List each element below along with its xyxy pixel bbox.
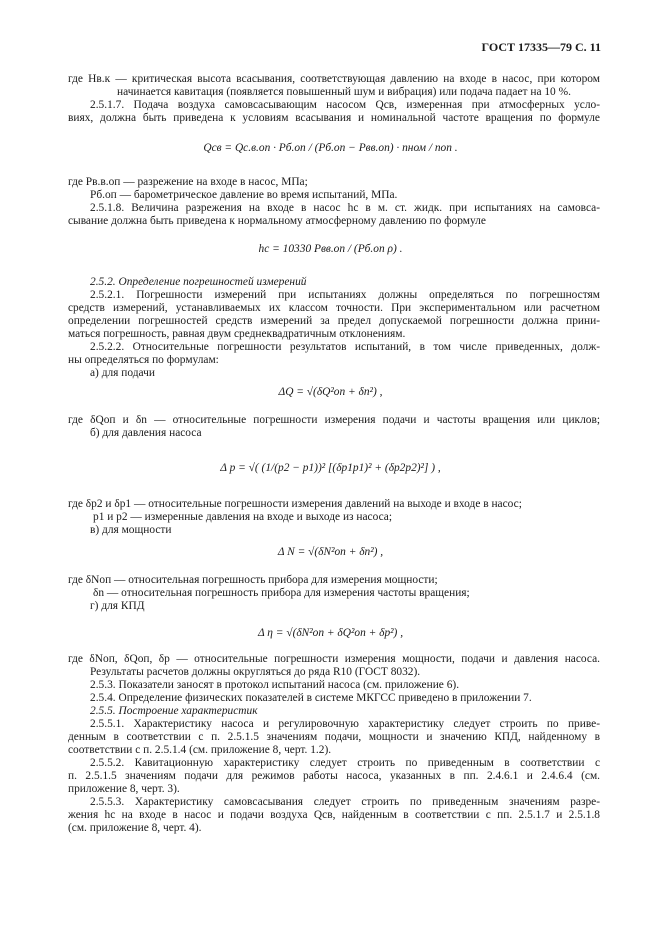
paragraph-line: жения hс на входе в насос и подачи воздуха Qсв, найденным в соответствии с пп. 2.5.1.7 и 2.5.1.8 — [68, 809, 600, 821]
paragraph-line: где δNоп, δQоп, δp — относительные погрешности измерения мощности, подачи и давления насоса. — [68, 653, 600, 665]
paragraph-line: начинается кавитация (появляется повышенный шум и вибрация) или подача падает на 10 %. — [117, 86, 571, 98]
paragraph-line: где δNоп — относительная погрешность прибора для измерения мощности; — [68, 574, 438, 586]
formula-delta-q: ΔQ = √(δQ²оп + δn²) , — [278, 386, 383, 398]
formula-delta-n: Δ N = √(δN²оп + δn²) , — [277, 546, 384, 558]
list-item: а) для подачи — [90, 367, 155, 379]
paragraph-line: 2.5.2.1. Погрешности измерений при испытаниях должны определяться по погрешностям — [90, 289, 600, 301]
paragraph-line: Pб.оп — барометрическое давление во время испытаний, МПа. — [90, 189, 398, 201]
paragraph-line: 2.5.3. Показатели заносят в протокол испытаний насоса (см. приложение 6). — [90, 679, 460, 691]
section-heading: 2.5.5. Построение характеристик — [90, 705, 258, 717]
list-item: в) для мощности — [90, 524, 172, 536]
list-item: б) для давления насоса — [90, 427, 202, 439]
paragraph-line: маться погрешность, равная двум среднеквадратичным отклонениям. — [68, 328, 406, 340]
paragraph-line: 2.5.1.8. Величина разрежения на входе в насос hс в м. ст. жидк. при испытаниях на самовса- — [90, 202, 600, 214]
paragraph-line: приложение 8, черт. 3). — [68, 783, 180, 795]
paragraph-line: 2.5.2.2. Относительные погрешности результатов испытаний, в том числе приведенных, долж- — [90, 341, 600, 353]
paragraph-line: где δp2 и δp1 — относительные погрешности измерения давлений на выходе и входе в насос; — [68, 498, 522, 510]
paragraph-line: ны определяться по формулам: — [68, 354, 219, 366]
list-item: г) для КПД — [90, 600, 145, 612]
paragraph-line: где Hв.к — критическая высота всасывания, соответствующая давлению на входе в насос, при котором — [68, 73, 600, 85]
formula-air-flow: Qсв = Qс.в.оп · Pб.оп / (Pб.оп − Pвв.оп) · nном / nоп . — [203, 142, 458, 154]
paragraph-line: денным в соответствии с п. 2.5.1.5 значениям подачи, мощности и значению КПД, найденному в — [68, 731, 600, 743]
paragraph-line: соответствии с п. 2.5.1.4 (см. приложение 8, черт. 1.2). — [68, 744, 332, 756]
paragraph-line: 2.5.5.3. Характеристику самовсасывания следует строить по приведенным значениям разре- — [90, 796, 600, 808]
page-header: ГОСТ 17335—79 С. 11 — [481, 40, 601, 54]
paragraph-line: 2.5.5.2. Кавитационную характеристику следует строить по приведенным в соответствии с — [90, 757, 600, 769]
formula-vacuum: hс = 10330 Pвв.оп / (Pб.оп ρ) . — [258, 243, 403, 255]
paragraph-line: п. 2.5.1.5 значениям подачи для режимов работы насоса, указанных в пп. 2.4.6.1 и 2.4.6.4 (см. — [68, 770, 600, 782]
paragraph-line: (см. приложение 8, черт. 4). — [68, 822, 202, 834]
formula-delta-p: Δ p = √( (1/(p2 − p1))² [(δp1p1)² + (δp2p2)²] ) , — [220, 462, 441, 474]
paragraph-line: определении погрешностей средств измерений за предел допускаемой погрешности должна прини- — [68, 315, 600, 327]
paragraph-line: 2.5.5.1. Характеристику насоса и регулировочную характеристику следует строить по приве- — [90, 718, 600, 730]
paragraph-line: где Pв.в.оп — разрежение на входе в насос, МПа; — [68, 176, 308, 188]
paragraph-line: сывание должна быть приведена к нормальному атмосферному давлению по формуле — [68, 215, 486, 227]
paragraph-line: 2.5.1.7. Подача воздуха самовсасывающим насосом Qсв, измеренная при атмосферных усло- — [90, 99, 600, 111]
section-heading: 2.5.2. Определение погрешностей измерений — [90, 276, 307, 288]
paragraph-line: p1 и p2 — измеренные давления на входе и выходе из насоса; — [93, 511, 393, 523]
paragraph-line: Результаты расчетов должны округляться до ряда R10 (ГОСТ 8032). — [90, 666, 421, 678]
paragraph-line: виях, должна быть приведена к условиям всасывания и номинальной частоте вращения по формуле — [68, 112, 600, 124]
formula-delta-eta: Δ η = √(δN²оп + δQ²оп + δp²) , — [257, 627, 404, 639]
paragraph-line: средств измерений, устанавливаемых их классом точности. При экспериментальном или расчетном — [68, 302, 600, 314]
paragraph-line: δn — относительная погрешность прибора для измерения частоты вращения; — [93, 587, 470, 599]
paragraph-line: где δQоп и δn — относительные погрешности измерения подачи и частоты вращения или циклов; — [68, 414, 600, 426]
paragraph-line: 2.5.4. Определение физических показателей в системе МКГСС приведено в приложении 7. — [90, 692, 532, 704]
